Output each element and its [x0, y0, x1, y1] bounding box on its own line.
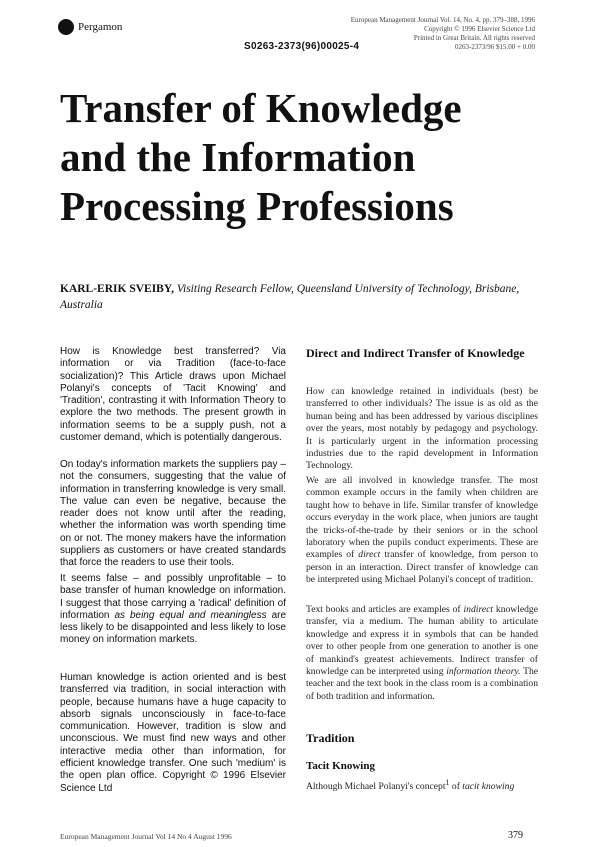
- paragraph-text: [306, 604, 538, 703]
- left-paragraph-2: [60, 573, 286, 647]
- paragraph-text: [306, 777, 538, 794]
- emphasis-run: information theory.: [446, 666, 521, 678]
- right-paragraph-1: [306, 386, 538, 473]
- author-affiliation: Visiting Research Fellow, Queensland University of Technology, Brisbane, Australia: [60, 283, 520, 311]
- section-heading: Direct and Indirect Transfer of Knowledge: [306, 346, 525, 360]
- text-run: of: [451, 781, 460, 793]
- article-title: [60, 84, 560, 231]
- abstract: [60, 346, 286, 444]
- emphasis-run: as being equal and meaningless: [114, 609, 267, 621]
- text-run: It seems false – and possibly unprofitable – to base transfer of human knowledge on information. I suggest that those carrying a 'radical' definition of information: [60, 573, 286, 621]
- emphasis-run: direct: [358, 549, 381, 561]
- right-paragraph-4: [306, 777, 538, 794]
- footer-journal: European Management Journal Vol 14 No 4 August 1996: [60, 832, 232, 841]
- right-paragraph-2: [306, 475, 538, 587]
- text-run: We are all involved in knowledge transfer. The most common example occurs in the family when children are taught how to behave in life. Similar transfer of knowledge occurs everyday in the work place, when juniors are taught the tricks-of-the-trade by their seniors or in the school laboratory when the pupils conduct experiments. These are examples of: [306, 475, 538, 561]
- right-paragraph-3: [306, 604, 538, 703]
- text-run: Although Michael Polanyi's concept: [306, 781, 446, 793]
- paragraph-text: On today's information markets the suppliers pay – not the consumers, suggesting that the value of information in transferring knowledge is very small. The value can even be negative, because the reader does not know until after the reading, whether the information was worth spending time on or not. The money makers have the information suppliers as customers or have created standards that force the readers to use their tools.: [60, 459, 286, 569]
- left-paragraph-1: [60, 459, 286, 570]
- text-run: Text books and articles are examples of: [306, 604, 461, 615]
- abstract-text: How is Knowledge best transferred? Via information or via Tradition (face-to-face socialization)? This Article draws upon Michael Polanyi's concepts of 'Tacit Knowing' and 'Tradition', contrasting it with Information Theory to explore the two methods. The present growth in information seems to be a supply push, not a customer demand, which is potentially dangerous.: [60, 346, 286, 444]
- left-paragraph-3: [60, 672, 286, 795]
- journal-meta-line: Copyright © 1996 Elsevier Science Ltd: [424, 25, 535, 33]
- publisher-name: Pergamon: [78, 21, 123, 33]
- section-heading: Tradition: [306, 731, 355, 745]
- journal-meta-line: 0263-2373/96 $15.00 + 0.00: [455, 43, 535, 51]
- title-line: Processing Professions: [60, 183, 454, 229]
- emphasis-run: indirect: [463, 604, 493, 615]
- journal-meta: [330, 16, 535, 52]
- text-run: transfer of knowledge, from person to person in an interaction. Direct transfer of knowledge can be interpreted using Michael Polanyi's concept of tradition.: [306, 549, 538, 586]
- paragraph-text: How can knowledge retained in individuals (best) be transferred to other individuals? The issue is as old as the human being and has been addressed by various disciplines over the years, most notably by pedagogy and psychology. It is particularly urgent in the information processing industries due to the rapid development in Information Technology.: [306, 386, 538, 472]
- paragraph-text: [60, 573, 286, 647]
- page-number: 379: [508, 830, 523, 841]
- publisher-logo-icon: [58, 19, 74, 35]
- title-line: Transfer of Knowledge: [60, 85, 462, 131]
- text-run: The teacher and the text book in the class room is a combination of both tradition and information.: [306, 666, 539, 702]
- byline: [60, 281, 540, 313]
- article-code: S0263-2373(96)00025-4: [244, 41, 360, 52]
- journal-meta-line: European Management Journal Vol. 14, No. 4, pp. 379–388, 1996: [350, 16, 535, 24]
- emphasis-run: tacit knowing: [462, 781, 515, 793]
- text-run: are less likely to be disappointed and less likely to lose money on information markets.: [60, 609, 287, 646]
- journal-meta-line: Printed in Great Britain. All rights reserved: [413, 34, 535, 42]
- author-name: KARL-ERIK SVEIBY,: [60, 283, 174, 295]
- title-line: and the Information: [60, 134, 416, 180]
- footnote-marker: 1: [445, 778, 450, 787]
- paragraph-text: [306, 475, 538, 587]
- paragraph-text: Human knowledge is action oriented and is best transferred via tradition, in social interaction with people, because humans have a huge capacity to absorb signals unconsciously in face-to-face communication. However, tradition is slow and unconscious. We must find new ways and other interactive media other than information, for efficient knowledge transfer. One such 'medium' is the open plan office. Copyright © 1996 Elsevier Science Ltd: [60, 672, 286, 794]
- subsection-heading: Tacit Knowing: [306, 760, 375, 772]
- text-run: knowledge transfer, via a medium. The human ability to articulate knowledge and express it in symbols that can be handed over to other people from one generation to another is one of mankind's greatest achievements. Indirect transfer of knowledge can be interpreted using: [306, 604, 538, 678]
